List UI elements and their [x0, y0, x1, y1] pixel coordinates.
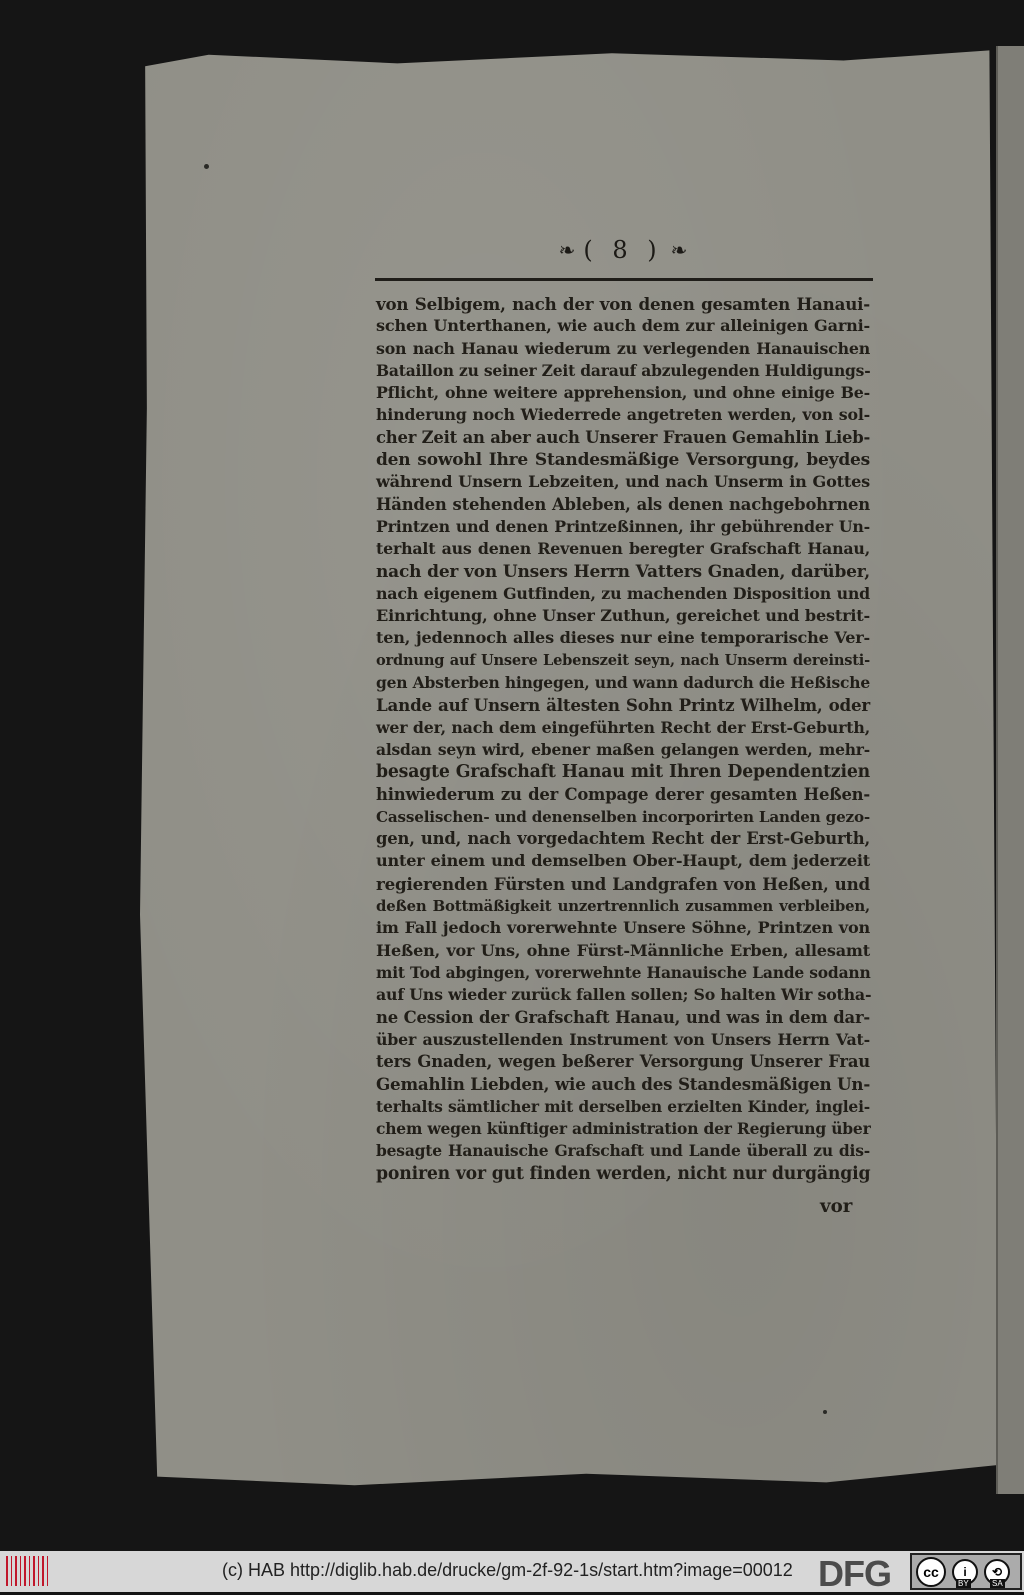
cc-license-badge[interactable]: [910, 1553, 1022, 1590]
ink-speck: [204, 164, 209, 169]
text-line: Casselischen- und denenselben incorporirten Landen gezo-: [376, 807, 871, 826]
text-line: chem wegen künftiger administration der Regierung über: [376, 1118, 871, 1138]
text-line: Bataillon zu seiner Zeit darauf abzulegenden Huldigungs-: [376, 360, 871, 380]
catchword: vor: [820, 1196, 853, 1217]
text-line: terhalt aus denen Revenuen beregter Grafschaft Hanau,: [376, 539, 870, 559]
text-line: über auszustellenden Instrument von Unsers Herrn Vat-: [376, 1029, 870, 1049]
body-text: [376, 293, 870, 1185]
text-line: ne Cession der Grafschaft Hanau, und was in dem dar-: [376, 1007, 870, 1027]
text-line: besagte Hanauische Grafschaft und Lande überall zu dis-: [376, 1141, 870, 1161]
ornament-right-icon: ❧: [670, 238, 688, 262]
sa-icon: ⟲: [984, 1559, 1010, 1585]
text-line: Einrichtung, ohne Unser Zuthun, gereichet und bestrit-: [376, 606, 870, 626]
text-line: gen, und, nach vorgedachtem Recht der Erst-Geburth,: [376, 829, 870, 849]
text-line: nach der von Unsers Herrn Vatters Gnaden, darüber,: [376, 561, 870, 582]
ink-speck: [823, 1410, 827, 1414]
cc-icon: cc: [916, 1557, 946, 1587]
copyright-url[interactable]: (c) HAB http://diglib.hab.de/drucke/gm-2f-92-1s/start.htm?image=00012: [222, 1560, 793, 1580]
text-line: Pflicht, ohne weitere apprehension, und ohne einige Be-: [376, 383, 870, 403]
text-line: cher Zeit an aber auch Unserer Frauen Gemahlin Lieb-: [376, 427, 871, 447]
text-line: poniren vor gut finden werden, nicht nur durgängig: [376, 1163, 871, 1184]
text-line: Printzen und denen Printzeßinnen, ihr gebührender Un-: [376, 516, 870, 536]
text-line: Heßen, vor Uns, ohne Fürst-Männliche Erben, allesamt: [376, 940, 870, 960]
text-line: ten, jedennoch alles dieses nur eine temporarische Ver-: [376, 628, 870, 648]
text-line: Gemahlin Liebden, wie auch des Standesmäßigen Un-: [376, 1074, 871, 1095]
hab-logo-icon[interactable]: [6, 1556, 50, 1586]
page-number: ( 8 ): [583, 236, 663, 264]
text-line: Lande auf Unsern ältesten Sohn Printz Wilhelm, oder: [376, 695, 870, 716]
text-line: besagte Grafschaft Hanau mit Ihren Dependentzien: [376, 762, 870, 783]
text-line: ters Gnaden, wegen beßerer Versorgung Unserer Frau: [376, 1052, 870, 1072]
text-line: alsdan seyn wird, ebener maßen gelangen werden, mehr-: [376, 739, 870, 759]
header-rule: [375, 278, 873, 281]
adjacent-page-edge: [996, 46, 1024, 1494]
by-label: BY: [958, 1579, 969, 1588]
text-line: hinwiederum zu der Compage derer gesamten Heßen-: [376, 784, 870, 804]
text-line: auf Uns wieder zurück fallen sollen; So halten Wir sotha-: [376, 985, 872, 1005]
dfg-logo[interactable]: DFG: [818, 1553, 891, 1594]
text-line: schen Unterthanen, wie auch dem zur alleinigen Garni-: [376, 316, 870, 336]
text-line: deßen Bottmäßigkeit unzertrennlich zusammen verbleiben,: [376, 897, 870, 916]
ornament-left-icon: ❧: [558, 238, 576, 262]
text-line: unter einem und demselben Ober-Haupt, dem jederzeit: [376, 851, 870, 871]
text-line: während Unsern Lebzeiten, und nach Unserm in Gottes: [376, 472, 870, 492]
text-line: den sowohl Ihre Standesmäßige Versorgung, beydes: [376, 450, 870, 471]
text-line: regierenden Fürsten und Landgrafen von Heßen, und: [376, 873, 870, 894]
by-icon: i: [952, 1559, 978, 1585]
text-line: Händen stehenden Ableben, als denen nachgebohrnen: [376, 494, 870, 514]
text-line: nach eigenem Gutfinden, zu machenden Disposition und: [376, 583, 870, 603]
page-header: [548, 236, 698, 264]
text-line: von Selbigem, nach der von denen gesamten Hanaui-: [376, 294, 870, 314]
text-line: wer der, nach dem eingeführten Recht der Erst-Geburth,: [376, 717, 870, 737]
text-line: mit Tod abgingen, vorerwehnte Hanauische Lande sodann: [376, 962, 871, 982]
text-line: terhalts sämtlicher mit derselben erzielten Kinder, inglei-: [376, 1096, 870, 1116]
text-line: son nach Hanau wiederum zu verlegenden Hanauischen: [376, 338, 870, 358]
text-line: gen Absterben hingegen, und wann dadurch die Heßische: [376, 673, 870, 693]
sa-label: SA: [992, 1579, 1003, 1588]
text-line: ordnung auf Unsere Lebenszeit seyn, nach Unserm dereinsti-: [376, 651, 870, 669]
text-line: im Fall jedoch vorerwehnte Unsere Söhne, Printzen von: [376, 918, 870, 938]
text-line: hinderung noch Wiederrede angetreten werden, von sol-: [376, 405, 870, 425]
